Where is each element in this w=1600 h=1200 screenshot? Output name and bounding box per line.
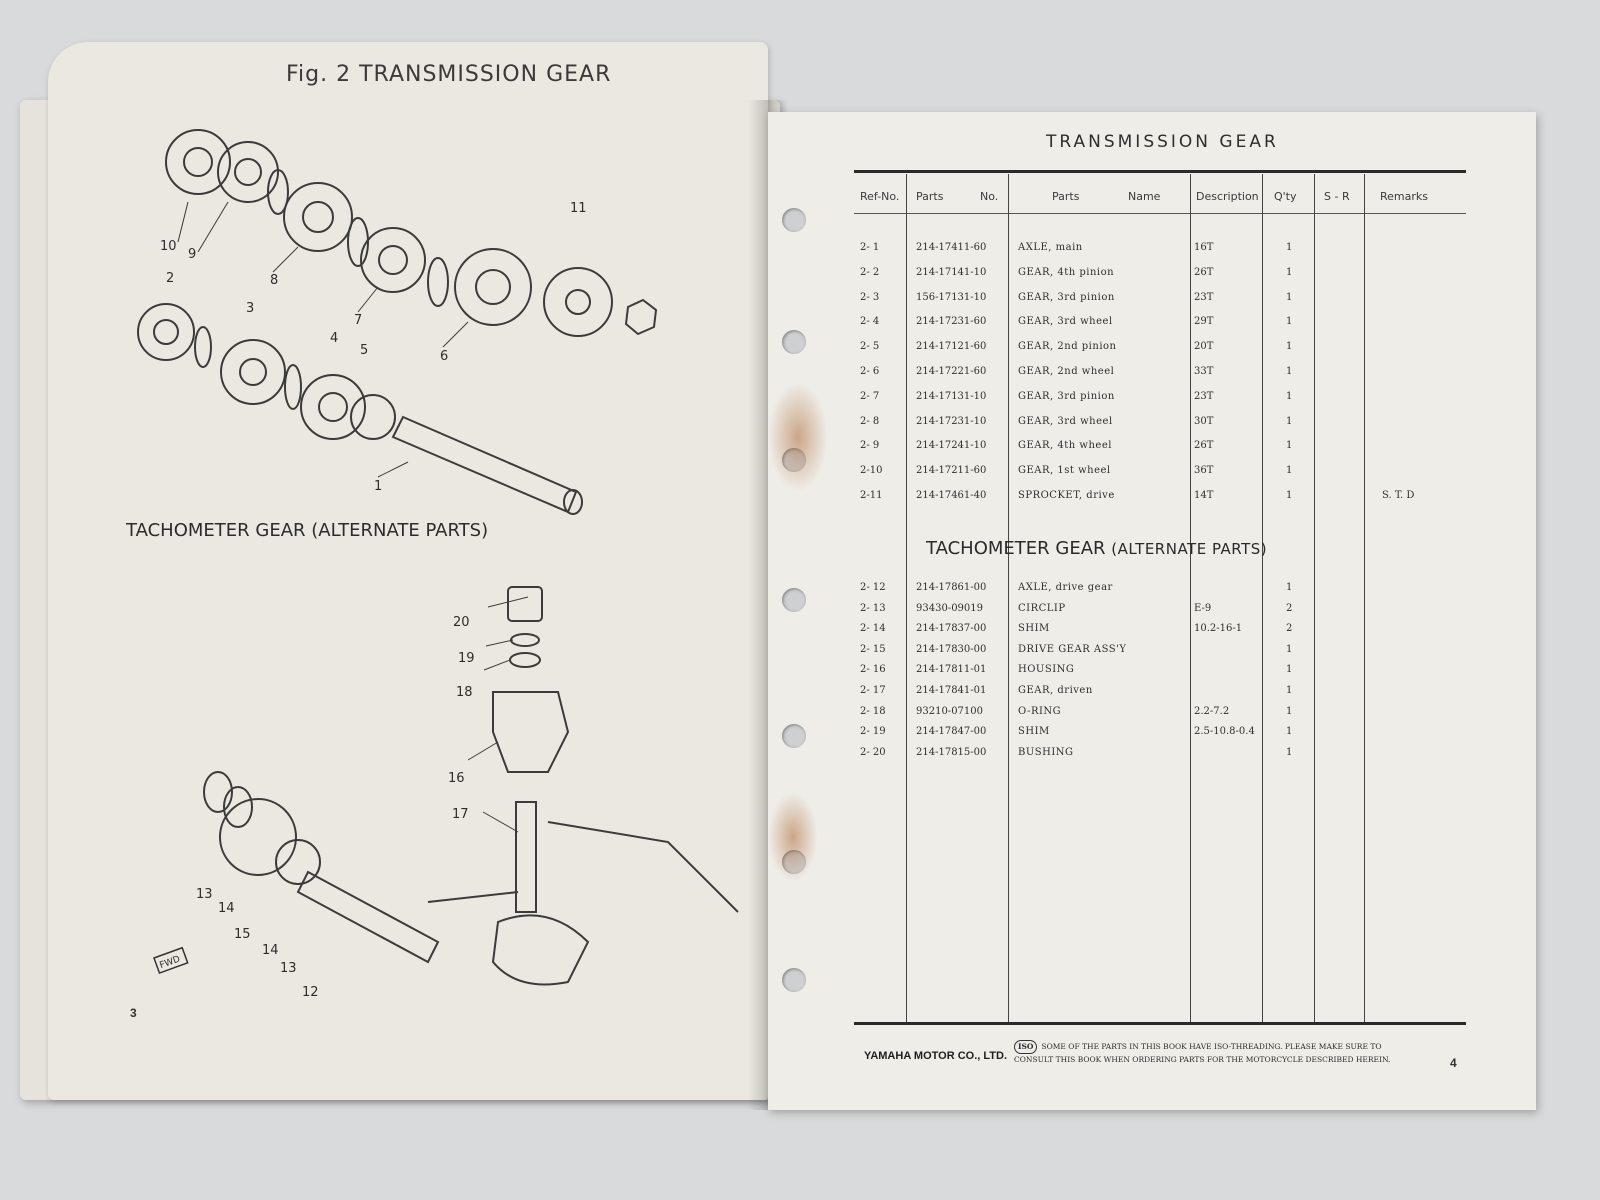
part-name-cell: DRIVE GEAR ASS'Y bbox=[1018, 643, 1127, 655]
callout-9: 9 bbox=[188, 247, 197, 262]
part-name-cell: SHIM bbox=[1018, 623, 1050, 635]
rust-stain bbox=[768, 792, 818, 882]
part-name-cell: BUSHING bbox=[1018, 746, 1074, 758]
col-ref-no: Ref-No. bbox=[860, 190, 900, 203]
part-no-cell: 214-17231-60 bbox=[916, 316, 987, 328]
qty-cell: 1 bbox=[1286, 465, 1293, 477]
part-name-cell: GEAR, 2nd pinion bbox=[1018, 341, 1117, 353]
col-qty: Q'ty bbox=[1274, 190, 1297, 203]
qty-cell: 1 bbox=[1286, 291, 1293, 303]
col-parts-name-1: Parts bbox=[1052, 190, 1080, 203]
header-rule bbox=[854, 213, 1466, 214]
qty-cell: 2 bbox=[1286, 623, 1293, 635]
part-no-cell: 214-17411-60 bbox=[916, 242, 987, 253]
table-row bbox=[854, 391, 1466, 411]
callout-13: 13 bbox=[196, 887, 213, 902]
callout-1: 1 bbox=[374, 479, 383, 494]
description-cell: 2.2-7.2 bbox=[1194, 705, 1230, 717]
part-no-cell: 214-17861-00 bbox=[916, 582, 987, 593]
part-name-cell: HOUSING bbox=[1018, 664, 1075, 676]
col-parts: Parts bbox=[916, 190, 944, 203]
part-name-cell: GEAR, 2nd wheel bbox=[1018, 366, 1115, 377]
callout-18: 18 bbox=[456, 685, 473, 700]
binder-hole bbox=[782, 208, 806, 232]
part-no-cell: 214-17241-10 bbox=[916, 440, 987, 452]
part-no-cell: 214-17141-10 bbox=[916, 266, 987, 278]
gear-3 bbox=[221, 340, 285, 404]
callout-3: 3 bbox=[246, 301, 255, 316]
callout-20: 20 bbox=[453, 615, 470, 630]
left-page bbox=[48, 42, 768, 1100]
table-row bbox=[854, 440, 1466, 460]
table-bottom-rule bbox=[854, 1022, 1466, 1025]
gear-8 bbox=[284, 183, 352, 251]
ref-cell: 2- 9 bbox=[860, 440, 880, 452]
tachometer-gear-title bbox=[926, 538, 1267, 559]
page-number-left: 3 bbox=[130, 1006, 137, 1020]
callout-17: 17 bbox=[452, 807, 469, 822]
part-name-cell: GEAR, 3rd pinion bbox=[1018, 390, 1115, 402]
description-cell: 10.2-16-1 bbox=[1194, 623, 1243, 635]
iso-note bbox=[1014, 1040, 1394, 1066]
table-row bbox=[854, 341, 1466, 361]
part-name-cell: GEAR, 4th wheel bbox=[1018, 440, 1112, 452]
ref-cell: 2- 2 bbox=[860, 266, 880, 278]
description-cell: 23T bbox=[1194, 390, 1214, 402]
ref-cell: 2- 18 bbox=[860, 705, 886, 717]
qty-cell: 1 bbox=[1286, 366, 1293, 377]
part-name-cell: GEAR, driven bbox=[1018, 685, 1093, 696]
binder-hole bbox=[782, 968, 806, 992]
table-row bbox=[854, 644, 1466, 664]
tach-title-main: TACHOMETER GEAR bbox=[926, 538, 1106, 559]
ref-cell: 2- 20 bbox=[860, 746, 886, 758]
description-cell: 30T bbox=[1194, 415, 1214, 427]
qty-cell: 1 bbox=[1286, 316, 1293, 328]
ref-cell: 2-11 bbox=[860, 490, 883, 501]
description-cell: 16T bbox=[1194, 242, 1214, 253]
binder-hole bbox=[782, 724, 806, 748]
part-no-cell: 156-17131-10 bbox=[916, 291, 987, 303]
part-no-cell: 214-17815-00 bbox=[916, 746, 987, 758]
col-remarks: Remarks bbox=[1380, 190, 1428, 203]
qty-cell: 1 bbox=[1286, 705, 1293, 717]
col-no: No. bbox=[980, 190, 999, 203]
callout-5: 5 bbox=[360, 343, 369, 358]
qty-cell: 1 bbox=[1286, 341, 1293, 353]
binder-hole bbox=[782, 588, 806, 612]
callout-14: 14 bbox=[218, 901, 235, 916]
part-no-cell: 214-17811-01 bbox=[916, 664, 987, 676]
part-name-cell: SPROCKET, drive bbox=[1018, 490, 1115, 501]
part-no-cell: 214-17847-00 bbox=[916, 726, 987, 738]
table-top-rule bbox=[854, 170, 1466, 173]
page-title: TRANSMISSION GEAR bbox=[1046, 132, 1279, 152]
part-no-cell: 214-17131-10 bbox=[916, 390, 987, 402]
ref-cell: 2- 7 bbox=[860, 390, 880, 402]
col-s-r: S - R bbox=[1324, 190, 1350, 203]
callout-6: 6 bbox=[440, 349, 449, 364]
part-no-cell: 93430-09019 bbox=[916, 602, 984, 614]
description-cell: 20T bbox=[1194, 341, 1214, 353]
table-row bbox=[854, 465, 1466, 485]
sprocket-11 bbox=[544, 268, 612, 336]
shim-19 bbox=[511, 634, 539, 646]
table-row bbox=[854, 726, 1466, 746]
ref-cell: 2- 13 bbox=[860, 602, 886, 614]
figure-title: Fig. 2 TRANSMISSION GEAR bbox=[286, 62, 612, 87]
callout-16: 16 bbox=[448, 771, 465, 786]
iso-note-text: SOME OF THE PARTS IN THIS BOOK HAVE ISO-THREADING. PLEASE MAKE SURE TO CONSULT THIS BOOK WHEN ORDERING PARTS FOR THE MOTORCYCLE DESCRIBED HEREIN. bbox=[1014, 1042, 1391, 1064]
qty-cell: 1 bbox=[1286, 440, 1293, 452]
nut bbox=[626, 300, 656, 334]
description-cell: 2.5-10.8-0.4 bbox=[1194, 726, 1255, 738]
qty-cell: 2 bbox=[1286, 602, 1293, 614]
drive-gear-15 bbox=[220, 799, 296, 875]
description-cell: 14T bbox=[1194, 490, 1214, 501]
description-cell: 33T bbox=[1194, 366, 1214, 377]
part-name-cell: O-RING bbox=[1018, 705, 1062, 717]
table-row bbox=[854, 685, 1466, 705]
table-row bbox=[854, 267, 1466, 287]
qty-cell: 1 bbox=[1286, 415, 1293, 427]
table-row bbox=[854, 316, 1466, 336]
part-name-cell: GEAR, 1st wheel bbox=[1018, 465, 1111, 477]
callout-11: 11 bbox=[570, 201, 587, 216]
ref-cell: 2- 1 bbox=[860, 242, 880, 253]
housing-16 bbox=[493, 692, 568, 772]
callout-4: 4 bbox=[330, 331, 339, 346]
part-name-cell: CIRCLIP bbox=[1018, 602, 1066, 614]
ref-cell: 2- 15 bbox=[860, 643, 886, 655]
page-number-right: 4 bbox=[1450, 1056, 1457, 1070]
ref-cell: 2- 4 bbox=[860, 316, 880, 328]
table-row bbox=[854, 490, 1466, 510]
ref-cell: 2- 8 bbox=[860, 415, 880, 427]
part-no-cell: 214-17121-60 bbox=[916, 341, 987, 353]
qty-cell: 1 bbox=[1286, 390, 1293, 402]
part-no-cell: 93210-07100 bbox=[916, 705, 984, 717]
table-row bbox=[854, 747, 1466, 767]
description-cell: 26T bbox=[1194, 440, 1214, 452]
table-row bbox=[854, 292, 1466, 312]
gear-2 bbox=[138, 304, 194, 360]
driven-gear-17 bbox=[516, 802, 536, 912]
part-no-cell: 214-17830-00 bbox=[916, 643, 987, 655]
callout-19: 19 bbox=[458, 651, 475, 666]
callout-10: 10 bbox=[160, 239, 177, 254]
table-row bbox=[854, 603, 1466, 623]
callout-15: 15 bbox=[234, 927, 251, 942]
description-cell: E-9 bbox=[1194, 602, 1212, 614]
qty-cell: 1 bbox=[1286, 643, 1293, 655]
col-parts-name-2: Name bbox=[1128, 190, 1161, 203]
qty-cell: 1 bbox=[1286, 746, 1293, 758]
table-row bbox=[854, 242, 1466, 262]
part-name-cell: GEAR, 3rd wheel bbox=[1018, 415, 1113, 427]
ref-cell: 2- 16 bbox=[860, 664, 886, 676]
part-no-cell: 214-17837-00 bbox=[916, 623, 987, 635]
qty-cell: 1 bbox=[1286, 266, 1293, 278]
ref-cell: 2- 17 bbox=[860, 685, 886, 696]
fwd-mark: FWD bbox=[158, 954, 182, 972]
gear-5 bbox=[351, 395, 395, 439]
part-name-cell: AXLE, main bbox=[1018, 242, 1083, 253]
part-no-cell: 214-17221-60 bbox=[916, 366, 987, 377]
axle-12 bbox=[298, 872, 438, 962]
main-axle bbox=[393, 417, 576, 512]
remarks-cell: S. T. D bbox=[1382, 490, 1415, 501]
table-row bbox=[854, 664, 1466, 684]
part-no-cell: 214-17211-60 bbox=[916, 465, 987, 477]
rust-stain bbox=[768, 382, 828, 492]
exploded-view-diagram bbox=[48, 42, 768, 1100]
table-row bbox=[854, 366, 1466, 386]
yamaha-brand: YAMAHA MOTOR CO., LTD. bbox=[864, 1050, 1007, 1062]
gear-7 bbox=[361, 228, 425, 292]
description-cell: 23T bbox=[1194, 291, 1214, 303]
gear-6 bbox=[455, 249, 531, 325]
table-row bbox=[854, 582, 1466, 602]
iso-badge: ISO bbox=[1014, 1040, 1037, 1054]
qty-cell: 1 bbox=[1286, 664, 1293, 676]
callout-2: 2 bbox=[166, 271, 175, 286]
table-row bbox=[854, 416, 1466, 436]
callout-13b: 13 bbox=[280, 961, 297, 976]
tachometer-gear-title-left: TACHOMETER GEAR (ALTERNATE PARTS) bbox=[126, 520, 489, 541]
ref-cell: 2-10 bbox=[860, 465, 883, 477]
description-cell: 26T bbox=[1194, 266, 1214, 278]
qty-cell: 1 bbox=[1286, 242, 1293, 253]
table-row bbox=[854, 706, 1466, 726]
part-no-cell: 214-17461-40 bbox=[916, 490, 987, 501]
qty-cell: 1 bbox=[1286, 582, 1293, 593]
qty-cell: 1 bbox=[1286, 490, 1293, 501]
qty-cell: 1 bbox=[1286, 726, 1293, 738]
part-name-cell: AXLE, drive gear bbox=[1018, 582, 1113, 593]
ref-cell: 2- 12 bbox=[860, 582, 886, 593]
ref-cell: 2- 14 bbox=[860, 623, 886, 635]
tach-title-sub: (ALTERNATE PARTS) bbox=[1111, 540, 1268, 558]
part-name-cell: GEAR, 4th pinion bbox=[1018, 266, 1115, 278]
bushing-20 bbox=[508, 587, 542, 621]
ref-cell: 2- 6 bbox=[860, 366, 880, 377]
ref-cell: 2- 5 bbox=[860, 341, 880, 353]
col-description: Description bbox=[1196, 190, 1259, 203]
callout-8: 8 bbox=[270, 273, 279, 288]
part-no-cell: 214-17841-01 bbox=[916, 685, 987, 696]
callout-14b: 14 bbox=[262, 943, 279, 958]
ref-cell: 2- 3 bbox=[860, 291, 880, 303]
right-page bbox=[768, 112, 1536, 1110]
part-name-cell: GEAR, 3rd wheel bbox=[1018, 316, 1113, 328]
callout-7: 7 bbox=[354, 313, 363, 328]
part-no-cell: 214-17231-10 bbox=[916, 415, 987, 427]
callout-12: 12 bbox=[302, 985, 319, 1000]
table-row bbox=[854, 623, 1466, 643]
oring-18 bbox=[510, 653, 540, 667]
qty-cell: 1 bbox=[1286, 685, 1293, 696]
description-cell: 29T bbox=[1194, 316, 1214, 328]
ref-cell: 2- 19 bbox=[860, 726, 886, 738]
part-name-cell: GEAR, 3rd pinion bbox=[1018, 291, 1115, 303]
description-cell: 36T bbox=[1194, 465, 1214, 477]
binder-hole bbox=[782, 330, 806, 354]
part-name-cell: SHIM bbox=[1018, 726, 1050, 738]
